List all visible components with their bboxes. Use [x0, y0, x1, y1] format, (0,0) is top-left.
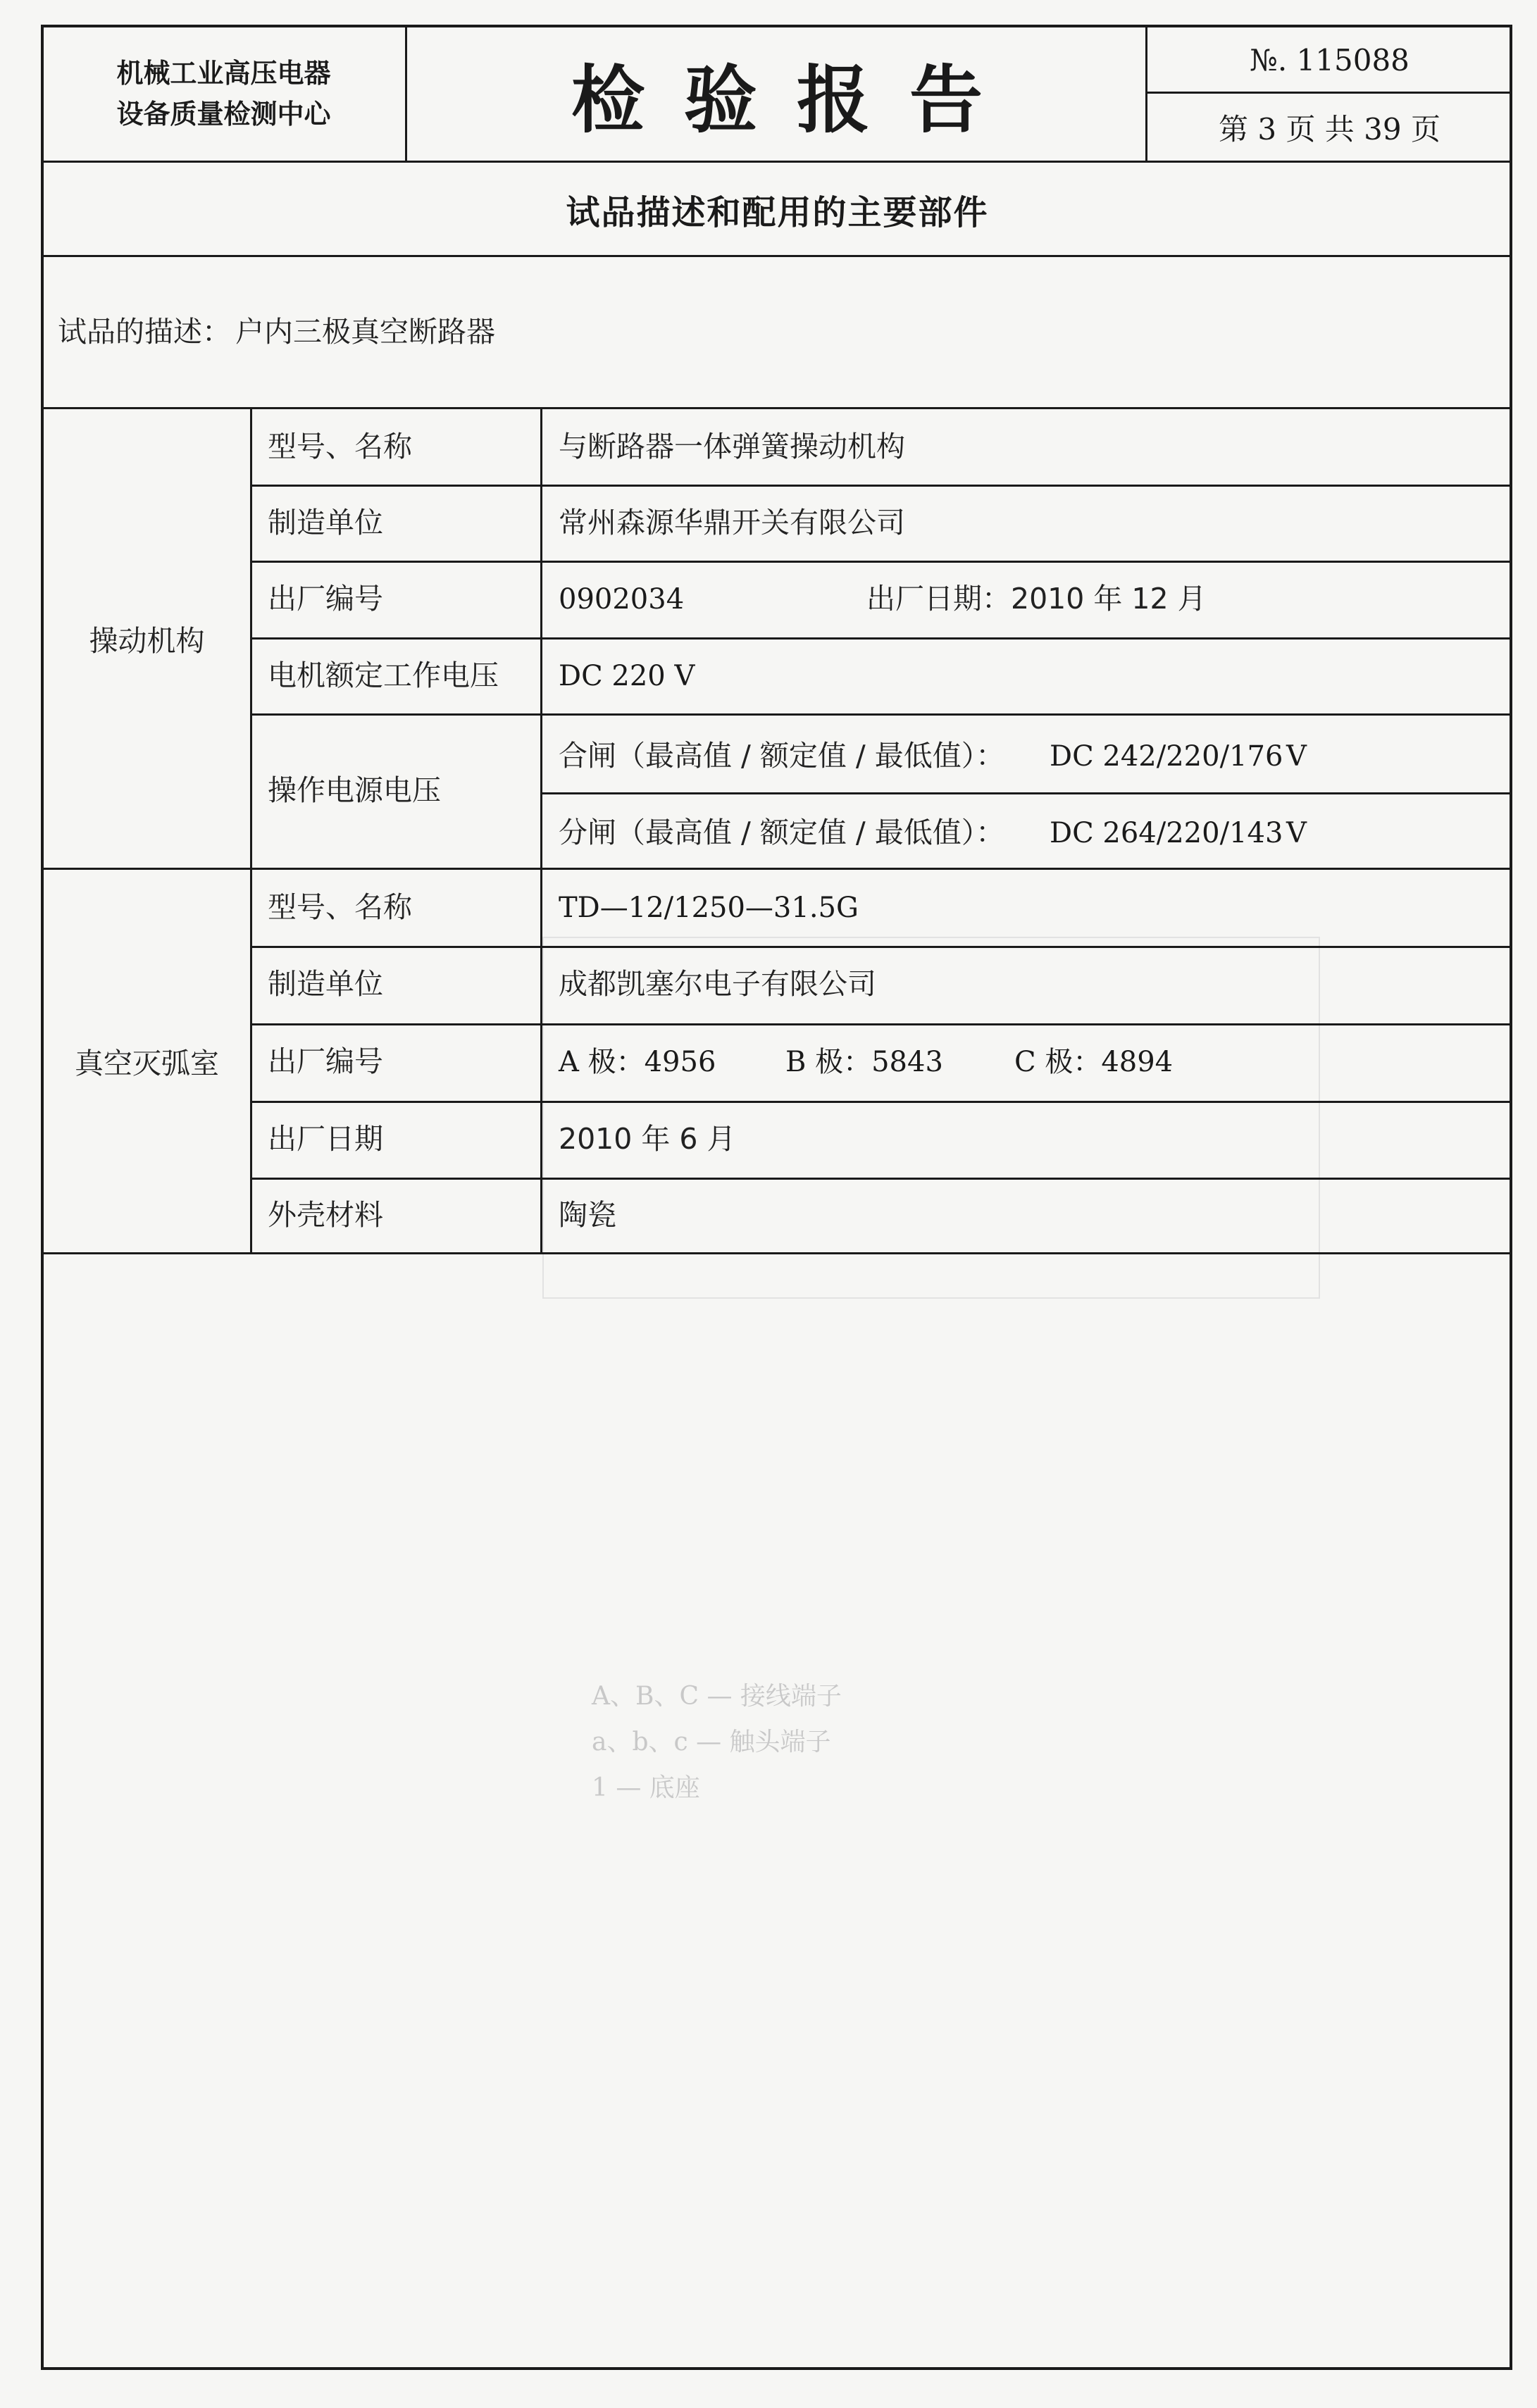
mech-maker-value: 常州森源华鼎开关有限公司: [559, 506, 905, 539]
table-row-line: [250, 561, 1512, 563]
vi-model-value: TD—12/1250—31.5G: [559, 892, 859, 924]
bleed-through-text-2: a、b、c — 触头端子: [592, 1728, 831, 1757]
org-line-1: 机械工业高压电器: [116, 58, 331, 89]
report-number: №. 115088: [1250, 42, 1410, 77]
mech-date-value: 出厂日期：2010 年 12 月: [866, 582, 1207, 616]
page-info: 第 3 页 共 39 页: [1219, 112, 1440, 146]
table-row-line: [250, 1101, 1512, 1103]
table-bottom-line: [41, 1252, 1512, 1254]
vi-shell-label: 外壳材料: [268, 1198, 383, 1232]
vi-serial-a: A 极：4956: [559, 1046, 716, 1078]
closing-voltage-value: DC 242/220/176: [1050, 740, 1283, 773]
report-title-box: [409, 28, 1145, 159]
group-operating-mechanism: 操动机构: [89, 624, 205, 658]
mech-serial-label: 出厂编号: [268, 582, 383, 616]
closing-voltage-unit: V: [1286, 740, 1307, 773]
description-bottom-line: [41, 407, 1512, 409]
mech-model-label: 型号、名称: [268, 430, 412, 463]
vi-serial-b: B 极：5843: [785, 1046, 943, 1078]
vi-date-label: 出厂日期: [268, 1122, 383, 1156]
header-number-divider: [1145, 92, 1512, 94]
opening-voltage-label: 分闸（最高值 / 额定值 / 最低值）：: [559, 816, 1005, 849]
vi-maker-label: 制造单位: [268, 967, 383, 1001]
motor-voltage-label: 电机额定工作电压: [268, 659, 499, 692]
header-divider-left: [405, 25, 407, 162]
vi-date-value: 2010 年 6 月: [559, 1122, 736, 1156]
issuing-organization: [44, 28, 404, 159]
table-row-line: [250, 485, 1512, 487]
description-value: 户内三极真空断路器: [235, 315, 495, 349]
supply-voltage-label: 操作电源电压: [268, 773, 441, 807]
section-title-box: [44, 163, 1511, 255]
table-group-line: [41, 868, 1512, 870]
table-col-line-1: [250, 407, 252, 1254]
vi-model-label: 型号、名称: [268, 890, 412, 924]
header-bottom-line: [41, 161, 1512, 163]
table-row-line: [250, 637, 1512, 640]
mech-maker-label: 制造单位: [268, 506, 383, 539]
opening-voltage-unit: V: [1286, 817, 1307, 849]
closing-voltage-label: 合闸（最高值 / 额定值 / 最低值）：: [559, 739, 1005, 773]
table-row-line: [250, 713, 1512, 716]
mech-model-value: 与断路器一体弹簧操动机构: [559, 430, 905, 463]
bleed-through-text-1: A、B、C — 接线端子: [592, 1682, 842, 1711]
mech-serial-value: 0902034: [559, 583, 685, 616]
description-label: 试品的描述：: [58, 315, 231, 349]
vi-serial-label: 出厂编号: [268, 1044, 383, 1078]
vi-serial-c: C 极：4894: [1014, 1046, 1174, 1078]
bleed-through-text-3: 1 — 底座: [592, 1773, 700, 1802]
table-row-line: [250, 946, 1512, 948]
vi-maker-value: 成都凯塞尔电子有限公司: [559, 967, 876, 1001]
table-row-line: [540, 792, 1512, 794]
motor-voltage-value: DC 220 V: [559, 660, 695, 692]
vi-shell-value: 陶瓷: [559, 1198, 616, 1232]
section-title: 试品描述和配用的主要部件: [566, 192, 989, 232]
section-title-bottom-line: [41, 255, 1512, 257]
report-title: 检验报告: [571, 56, 1022, 143]
group-vacuum-interrupter: 真空灭弧室: [75, 1047, 219, 1080]
org-line-2: 设备质量检测中心: [116, 99, 331, 130]
table-col-line-2: [540, 407, 542, 1254]
table-row-line: [250, 1023, 1512, 1025]
opening-voltage-value: DC 264/220/143: [1050, 817, 1283, 849]
table-row-line: [250, 1178, 1512, 1180]
